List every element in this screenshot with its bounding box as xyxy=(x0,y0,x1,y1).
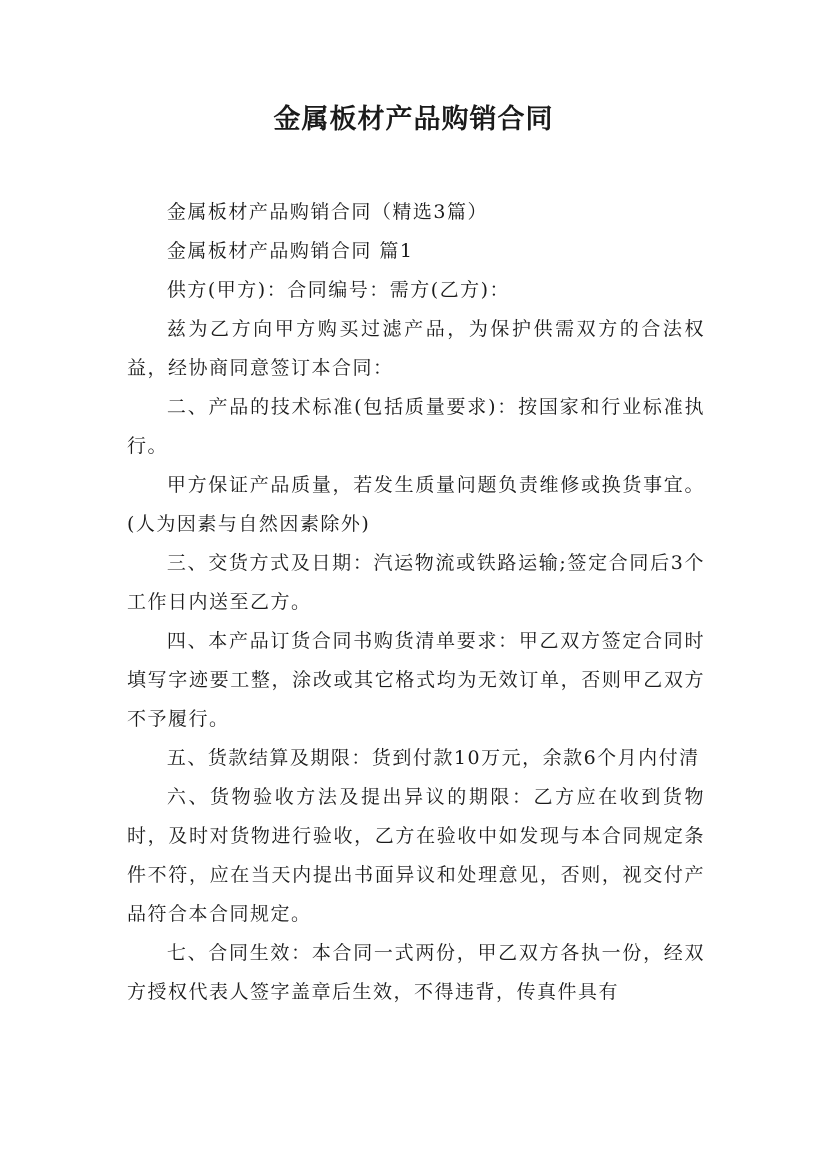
paragraph-section-heading: 金属板材产品购销合同 篇1 xyxy=(166,240,414,262)
paragraph-parties: 供方(甲方)：合同编号：需方(乙方)： xyxy=(166,279,511,301)
paragraph-clause-2: 二、产品的技术标准(包括质量要求)：按国家和行业标准执行。 xyxy=(127,396,705,457)
paragraph-clause-6: 六、货物验收方法及提出异议的期限：乙方应在收到货物时，及时对货物进行验收，乙方在验收中如发现与本合同规定条件不符，应在当天内提出书面异议和处理意见，否则，视交付产品符合本合同规定。 xyxy=(127,786,705,925)
paragraph-clause-7: 七、合同生效：本合同一式两份，甲乙双方各执一份，经双方授权代表人签字盖章后生效，不得违背，传真件具有 xyxy=(127,942,705,1003)
paragraph-clause-5: 五、货款结算及期限：货到付款10万元，余款6个月内付清 xyxy=(166,747,700,769)
paragraph-clause-4: 四、本产品订货合同书购货清单要求：甲乙双方签定合同时填写字迹要工整，涂改或其它格式均为无效订单，否则甲乙双方不予履行。 xyxy=(127,630,705,730)
paragraph-subtitle: 金属板材产品购销合同（精选3篇） xyxy=(166,201,488,223)
document-body xyxy=(127,193,705,1012)
paragraph-quality: 甲方保证产品质量，若发生质量问题负责维修或换货事宜。(人为因素与自然因素除外) xyxy=(127,474,705,535)
paragraph-preamble: 兹为乙方向甲方购买过滤产品，为保护供需双方的合法权益，经协商同意签订本合同： xyxy=(127,318,705,379)
document-title: 金属板材产品购销合同 xyxy=(273,104,554,135)
paragraph-clause-3: 三、交货方式及日期：汽运物流或铁路运输;签定合同后3个工作日内送至乙方。 xyxy=(127,552,705,613)
